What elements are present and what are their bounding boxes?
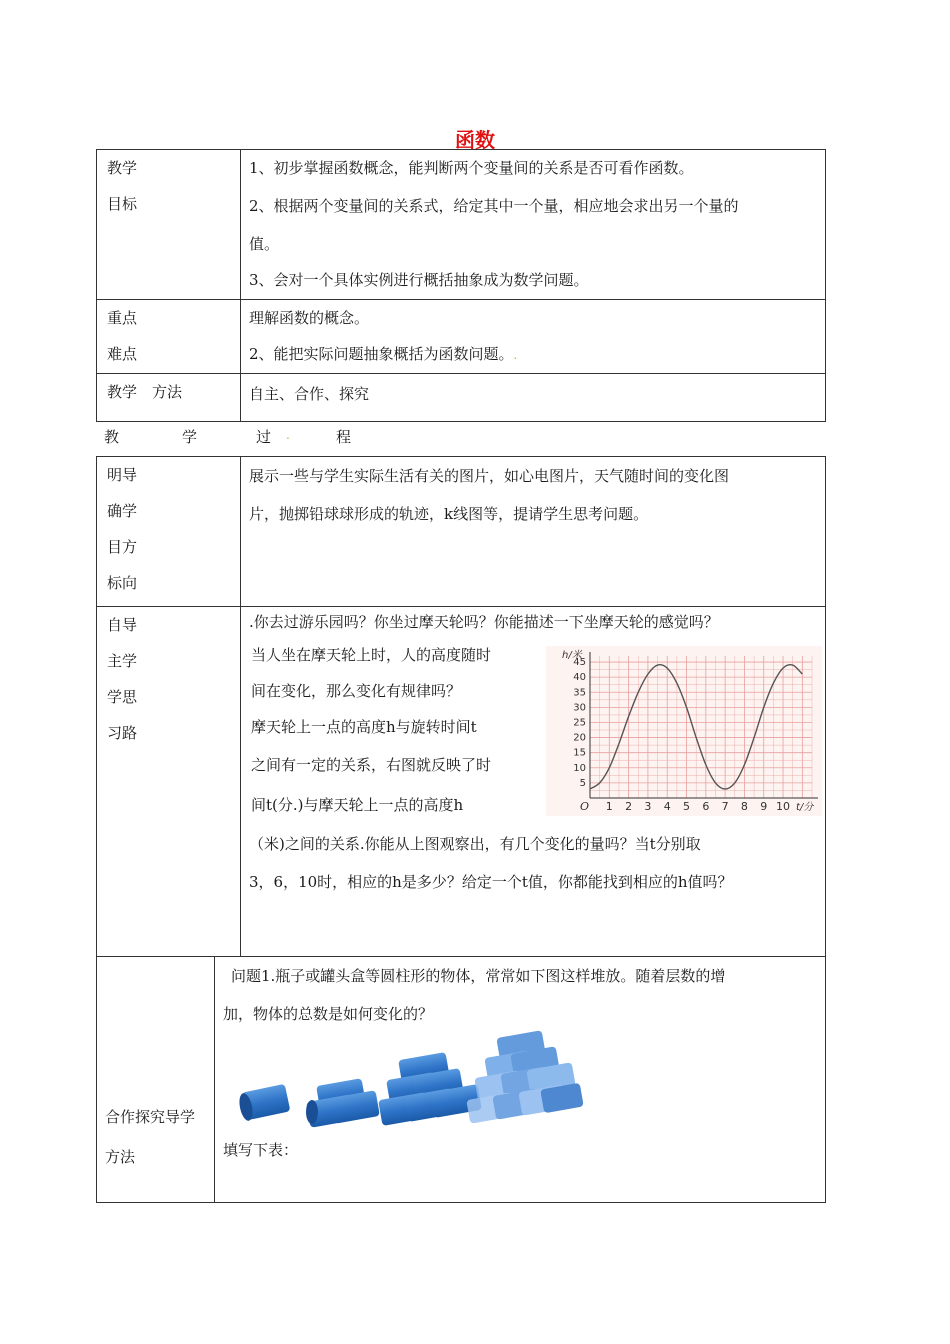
stack-1 <box>237 1084 290 1122</box>
left-line: 摩天轮上一点的高度h与旋转时间t <box>251 718 477 736</box>
left-line: 间在变化，那么变化有规律吗？ <box>251 682 462 700</box>
goal-content <box>241 150 826 300</box>
method-content <box>241 374 826 422</box>
x-tick-label: 8 <box>740 800 748 813</box>
x-tick-label: 5 <box>683 800 691 813</box>
goal-label <box>97 150 241 300</box>
label-line: 合作探究导学 <box>105 1108 196 1126</box>
x-tick-label: 3 <box>644 800 652 813</box>
label-line: 目方 <box>107 538 138 556</box>
x-axis-label: t/分 <box>796 802 814 813</box>
heading-char: 过 <box>256 428 272 446</box>
left-line: 当人坐在摩天轮上时，人的高度随时 <box>251 646 492 664</box>
mark-dot: . <box>513 348 518 362</box>
heading-char: 教 <box>104 428 120 446</box>
coop-label <box>97 957 215 1203</box>
label-line: 学思 <box>107 688 138 706</box>
full-line: （米)之间的关系.你能从上图观察出，有几个变化的量吗？当t分别取 <box>249 835 701 853</box>
self-study-label <box>97 607 241 957</box>
label-line: 方法 <box>105 1148 136 1166</box>
x-tick-label: 4 <box>663 800 671 813</box>
origin-label: O <box>580 800 590 813</box>
goal-line: 1、初步掌握函数概念，能判断两个变量间的关系是否可看作函数。 <box>249 159 694 177</box>
y-tick-label: 15 <box>573 747 586 759</box>
y-tick-label: 20 <box>573 732 586 744</box>
fill-table-text: 填写下表： <box>223 1141 299 1159</box>
guide-line: 展示一些与学生实际生活有关的图片，如心电图片，天气随时间的变化图 <box>249 467 730 485</box>
stack-2 <box>306 1078 380 1128</box>
goal-line: 2、根据两个变量间的关系式，给定其中一个量，相应地会求出另一个量的 <box>249 197 739 215</box>
method-label <box>97 374 241 422</box>
mark-dot: . <box>286 428 290 442</box>
keypoint-line: 理解函数的概念。 <box>249 309 370 327</box>
label-line: 标向 <box>107 574 138 592</box>
x-tick-label: 2 <box>625 800 633 813</box>
cylinder-stacks-image <box>236 1030 596 1140</box>
stack-3 <box>378 1052 482 1126</box>
y-tick-label: 5 <box>579 777 586 789</box>
page-title: 函数 <box>455 128 495 152</box>
goal-line: 值。 <box>249 235 280 253</box>
y-tick-label: 35 <box>573 687 586 699</box>
label-line: 自导 <box>107 616 138 634</box>
ferris-wheel-chart <box>546 646 822 816</box>
heading-char: 程 <box>336 428 352 446</box>
label-line: 目标 <box>107 195 138 213</box>
keypoint-text: 2、能把实际问题抽象概括为函数问题。 <box>249 345 514 363</box>
coop-line: 问题1.瓶子或罐头盒等圆柱形的物体，常常如下图这样堆放。随着层数的增 <box>231 967 726 985</box>
intro-line <box>241 607 825 637</box>
y-axis-label: h/米 <box>562 650 582 661</box>
intro-text: .你去过游乐园吗？你坐过摩天轮吗？你能描述一下坐摩天轮的感觉吗？ <box>249 613 719 631</box>
stack-4 <box>466 1030 584 1124</box>
y-tick-label: 25 <box>573 717 586 729</box>
guide-line: 片，抛掷铅球球形成的轨迹，k线图等，提请学生思考问题。 <box>249 505 649 523</box>
method-line: 自主、合作、探究 <box>249 385 370 403</box>
guide-content <box>241 457 826 607</box>
label-line: 主学 <box>107 652 138 670</box>
label-line: 重点 <box>107 309 138 327</box>
coop-line: 加，物体的总数是如何变化的？ <box>223 1005 434 1023</box>
keypoint-line <box>241 336 825 373</box>
keypoint-content <box>241 300 826 374</box>
goal-line: 3、会对一个具体实例进行概括抽象成为数学问题。 <box>249 271 589 289</box>
x-tick-label: 7 <box>721 800 729 813</box>
x-tick-label: 9 <box>760 800 768 813</box>
heading-char: 学 <box>182 428 198 446</box>
label-line: 教学 方法 <box>107 383 183 401</box>
guide-label <box>97 457 241 607</box>
left-line: 间t(分.)与摩天轮上一点的高度h <box>251 796 464 814</box>
label-line: 教学 <box>107 159 138 177</box>
goal-table <box>96 149 826 422</box>
y-tick-label: 45 <box>573 657 586 669</box>
x-tick-label: 10 <box>776 800 791 813</box>
y-tick-label: 30 <box>573 702 586 714</box>
x-tick-label: 6 <box>702 800 710 813</box>
label-line: 难点 <box>107 345 138 363</box>
full-line: 3，6，10时，相应的h是多少？给定一个t值，你都能找到相应的h值吗？ <box>249 873 733 891</box>
y-tick-label: 10 <box>573 762 586 774</box>
x-tick-label: 1 <box>605 800 613 813</box>
label-line: 明导 <box>107 466 138 484</box>
label-line: 习路 <box>107 724 138 742</box>
label-line: 确学 <box>107 502 138 520</box>
y-tick-label: 40 <box>573 672 586 684</box>
keypoint-label <box>97 300 241 374</box>
left-line: 之间有一定的关系，右图就反映了时 <box>251 756 492 774</box>
